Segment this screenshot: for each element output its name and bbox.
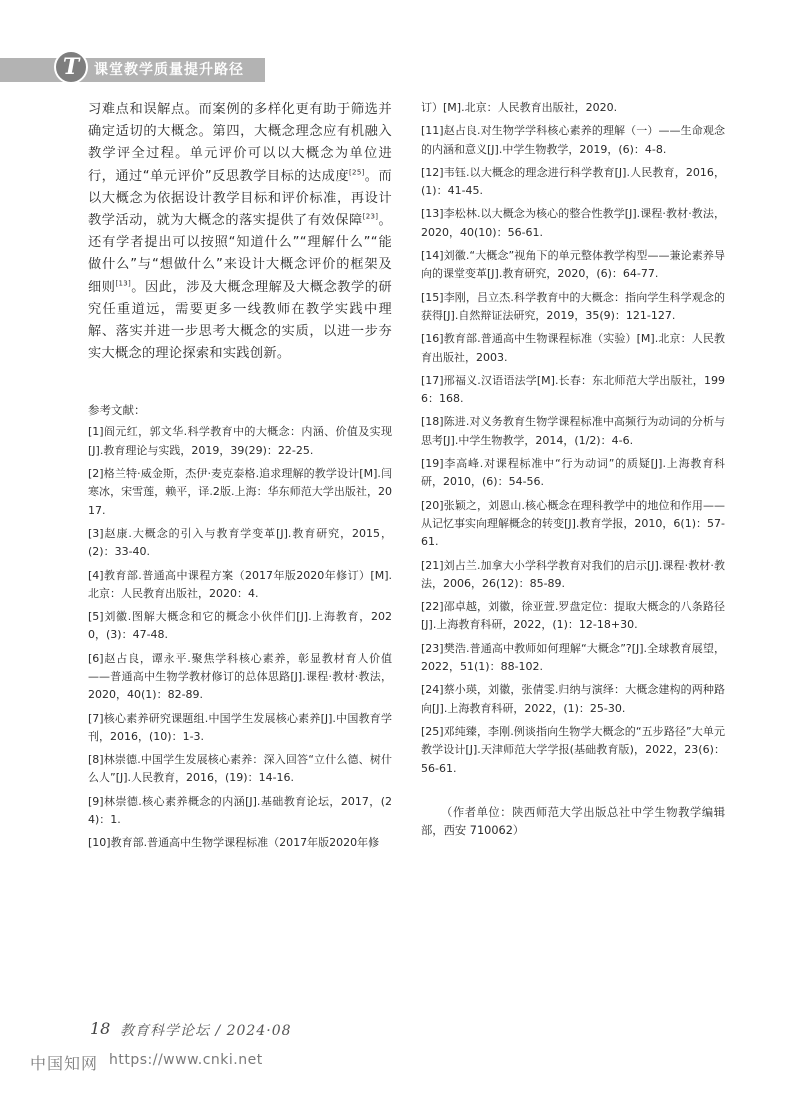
body-paragraph: 习难点和误解点。而案例的多样化更有助于筛选并确定适切的大概念。第四，大概念理念应有机融入教学评全过程。单元评价可以以大概念为单位进行，通过“单元评价”反思教学目标的达成度[25]。而以大概念为依据设计教学目标和评价标准，再设计教学活动，就为大概念的落实提供了有效保障[23]。还有学者提出可以按照“知道什么”“理解什么”“能做什么”与“想做什么”来设计大概念评价的框架及细则[13]。因此，涉及大概念理解及大概念教学的研究任重道远，需要更多一线教师在教学实践中理解、落实并进一步思考大概念的实质，以进一步夯实大概念的理论探索和实践创新。 [88, 102, 392, 362]
reference-item: [12]韦钰.以大概念的理念进行科学教育[J].人民教育，2016，(1)：41-45. [421, 165, 725, 198]
reference-item: 订）[M].北京：人民教育出版社，2020. [421, 101, 618, 114]
reference-item: [11]赵占良.对生物学学科核心素养的理解（一）——生命观念的内涵和意义[J].中学生物教学，2019，(6)：4-8. [421, 124, 725, 156]
journal-logo-icon: T [54, 50, 88, 84]
reference-item: [15]李刚，吕立杰.科学教育中的大概念：指向学生科学观念的获得[J].自然辩证法研究，2019，35(9)：121-127. [421, 290, 725, 322]
cnki-logo: 中国知网 [30, 1054, 99, 1073]
page-number: 18 [90, 1019, 111, 1038]
reference-item: [20]张颖之，刘恩山.核心概念在理科教学中的地位和作用——从记忆事实向理解概念的转变[J].教育学报，2010，6(1)：57-61. [421, 498, 725, 549]
reference-item: [2]格兰特·威金斯，杰伊·麦克泰格.追求理解的教学设计[M].闫寒冰，宋雪莲，赖平，译.2版.上海：华东师范大学出版社，2017. [88, 467, 392, 517]
reference-item: [18]陈进.对义务教育生物学课程标准中高频行为动词的分析与思考[J].中学生物教学，2014，(1/2)：4-6. [421, 415, 725, 447]
reference-item: [23]樊浩.普通高中教师如何理解“大概念”?[J].全球教育展望，2022，51(1)：88-102. [421, 641, 725, 674]
reference-item: [6]赵占良，谭永平.聚焦学科核心素养，彰显教材育人价值——普通高中生物学教材修订的总体思路[J].课程·教材·教法，2020，40(1)：82-89. [88, 651, 392, 702]
journal-name: 教育科学论坛 / 2024·08 [120, 1023, 292, 1039]
reference-item: [25]邓纯臻，李刚.例谈指向生物学大概念的“五步路径”大单元教学设计[J].天津师范大学学报(基础教育版)，2022，23(6)：56-61. [421, 724, 725, 775]
citation: [13] [115, 279, 132, 288]
reference-item: [5]刘徽.图解大概念和它的概念小伙伴们[J].上海教育，2020，(3)：47-48. [88, 610, 392, 642]
cnki-url: https://www.cnki.net [109, 1052, 263, 1068]
reference-item: [9]林崇德.核心素养概念的内涵[J].基础教育论坛，2017，(24)：1. [88, 794, 392, 827]
left-column [88, 99, 392, 858]
references-list-right [421, 99, 725, 778]
reference-item: [19]李高峰.对课程标准中“行为动词”的质疑[J].上海教育科研，2010，(6)：54-56. [421, 457, 725, 489]
reference-item: [13]李松林.以大概念为核心的整合性教学[J].课程·教材·教法，2020，40(10)：56-61. [421, 207, 725, 239]
reference-item: [21]刘占兰.加拿大小学科学教育对我们的启示[J].课程·教材·教法，2006，26(12)：85-89. [421, 558, 725, 590]
reference-item: [7]核心素养研究课题组.中国学生发展核心素养[J].中国教育学刊，2016，(10)：1-3. [88, 711, 392, 743]
reference-item: [4]教育部.普通高中课程方案（2017年版2020年修订）[M].北京：人民教育出版社，2020：4. [88, 568, 392, 600]
section-title: 课堂教学质量提升路径 [94, 62, 244, 78]
reference-item: [10]教育部.普通高中生物学课程标准（2017年版2020年修 [88, 836, 380, 850]
citation: [25] [349, 168, 365, 177]
reference-item: [14]刘徽.“大概念”视角下的单元整体教学构型——兼论素养导向的课堂变革[J].教育研究，2020，(6)：64-77. [421, 249, 725, 281]
reference-item: [1]阎元红，郭文华.科学教育中的大概念：内涵、价值及实现[J].教育理论与实践，2019，39(29)：22-25. [88, 425, 392, 457]
reference-item: [24]蔡小瑛，刘徽，张倩雯.归纳与演绎：大概念建构的两种路向[J].上海教育科研，2022，(1)：25-30. [421, 683, 725, 715]
reference-item: [3]赵康.大概念的引入与教育学变革[J].教育研究，2015，(2)：33-40. [88, 526, 392, 559]
references-title: 参考文献： [88, 403, 146, 418]
references-list-left [88, 423, 392, 852]
reference-item: [16]教育部.普通高中生物课程标准（实验）[M].北京：人民教育出版社，2003. [421, 332, 725, 364]
author-affiliation: （作者单位：陕西师范大学出版总社中学生物教学编辑部，西安 710062） [421, 805, 725, 838]
citation: [23] [362, 212, 379, 221]
reference-item: [8]林崇德.中国学生发展核心素养：深入回答“立什么德、树什么人”[J].人民教育，2016，(19)：14-16. [88, 753, 392, 785]
reference-item: [22]邵卓越，刘徽，徐亚萱.罗盘定位：提取大概念的八条路径[J].上海教育科研，2022，(1)：12-18+30. [421, 600, 725, 632]
right-column [421, 99, 725, 840]
reference-item: [17]邢福义.汉语语法学[M].长春：东北师范大学出版社，1996：168. [421, 373, 725, 406]
